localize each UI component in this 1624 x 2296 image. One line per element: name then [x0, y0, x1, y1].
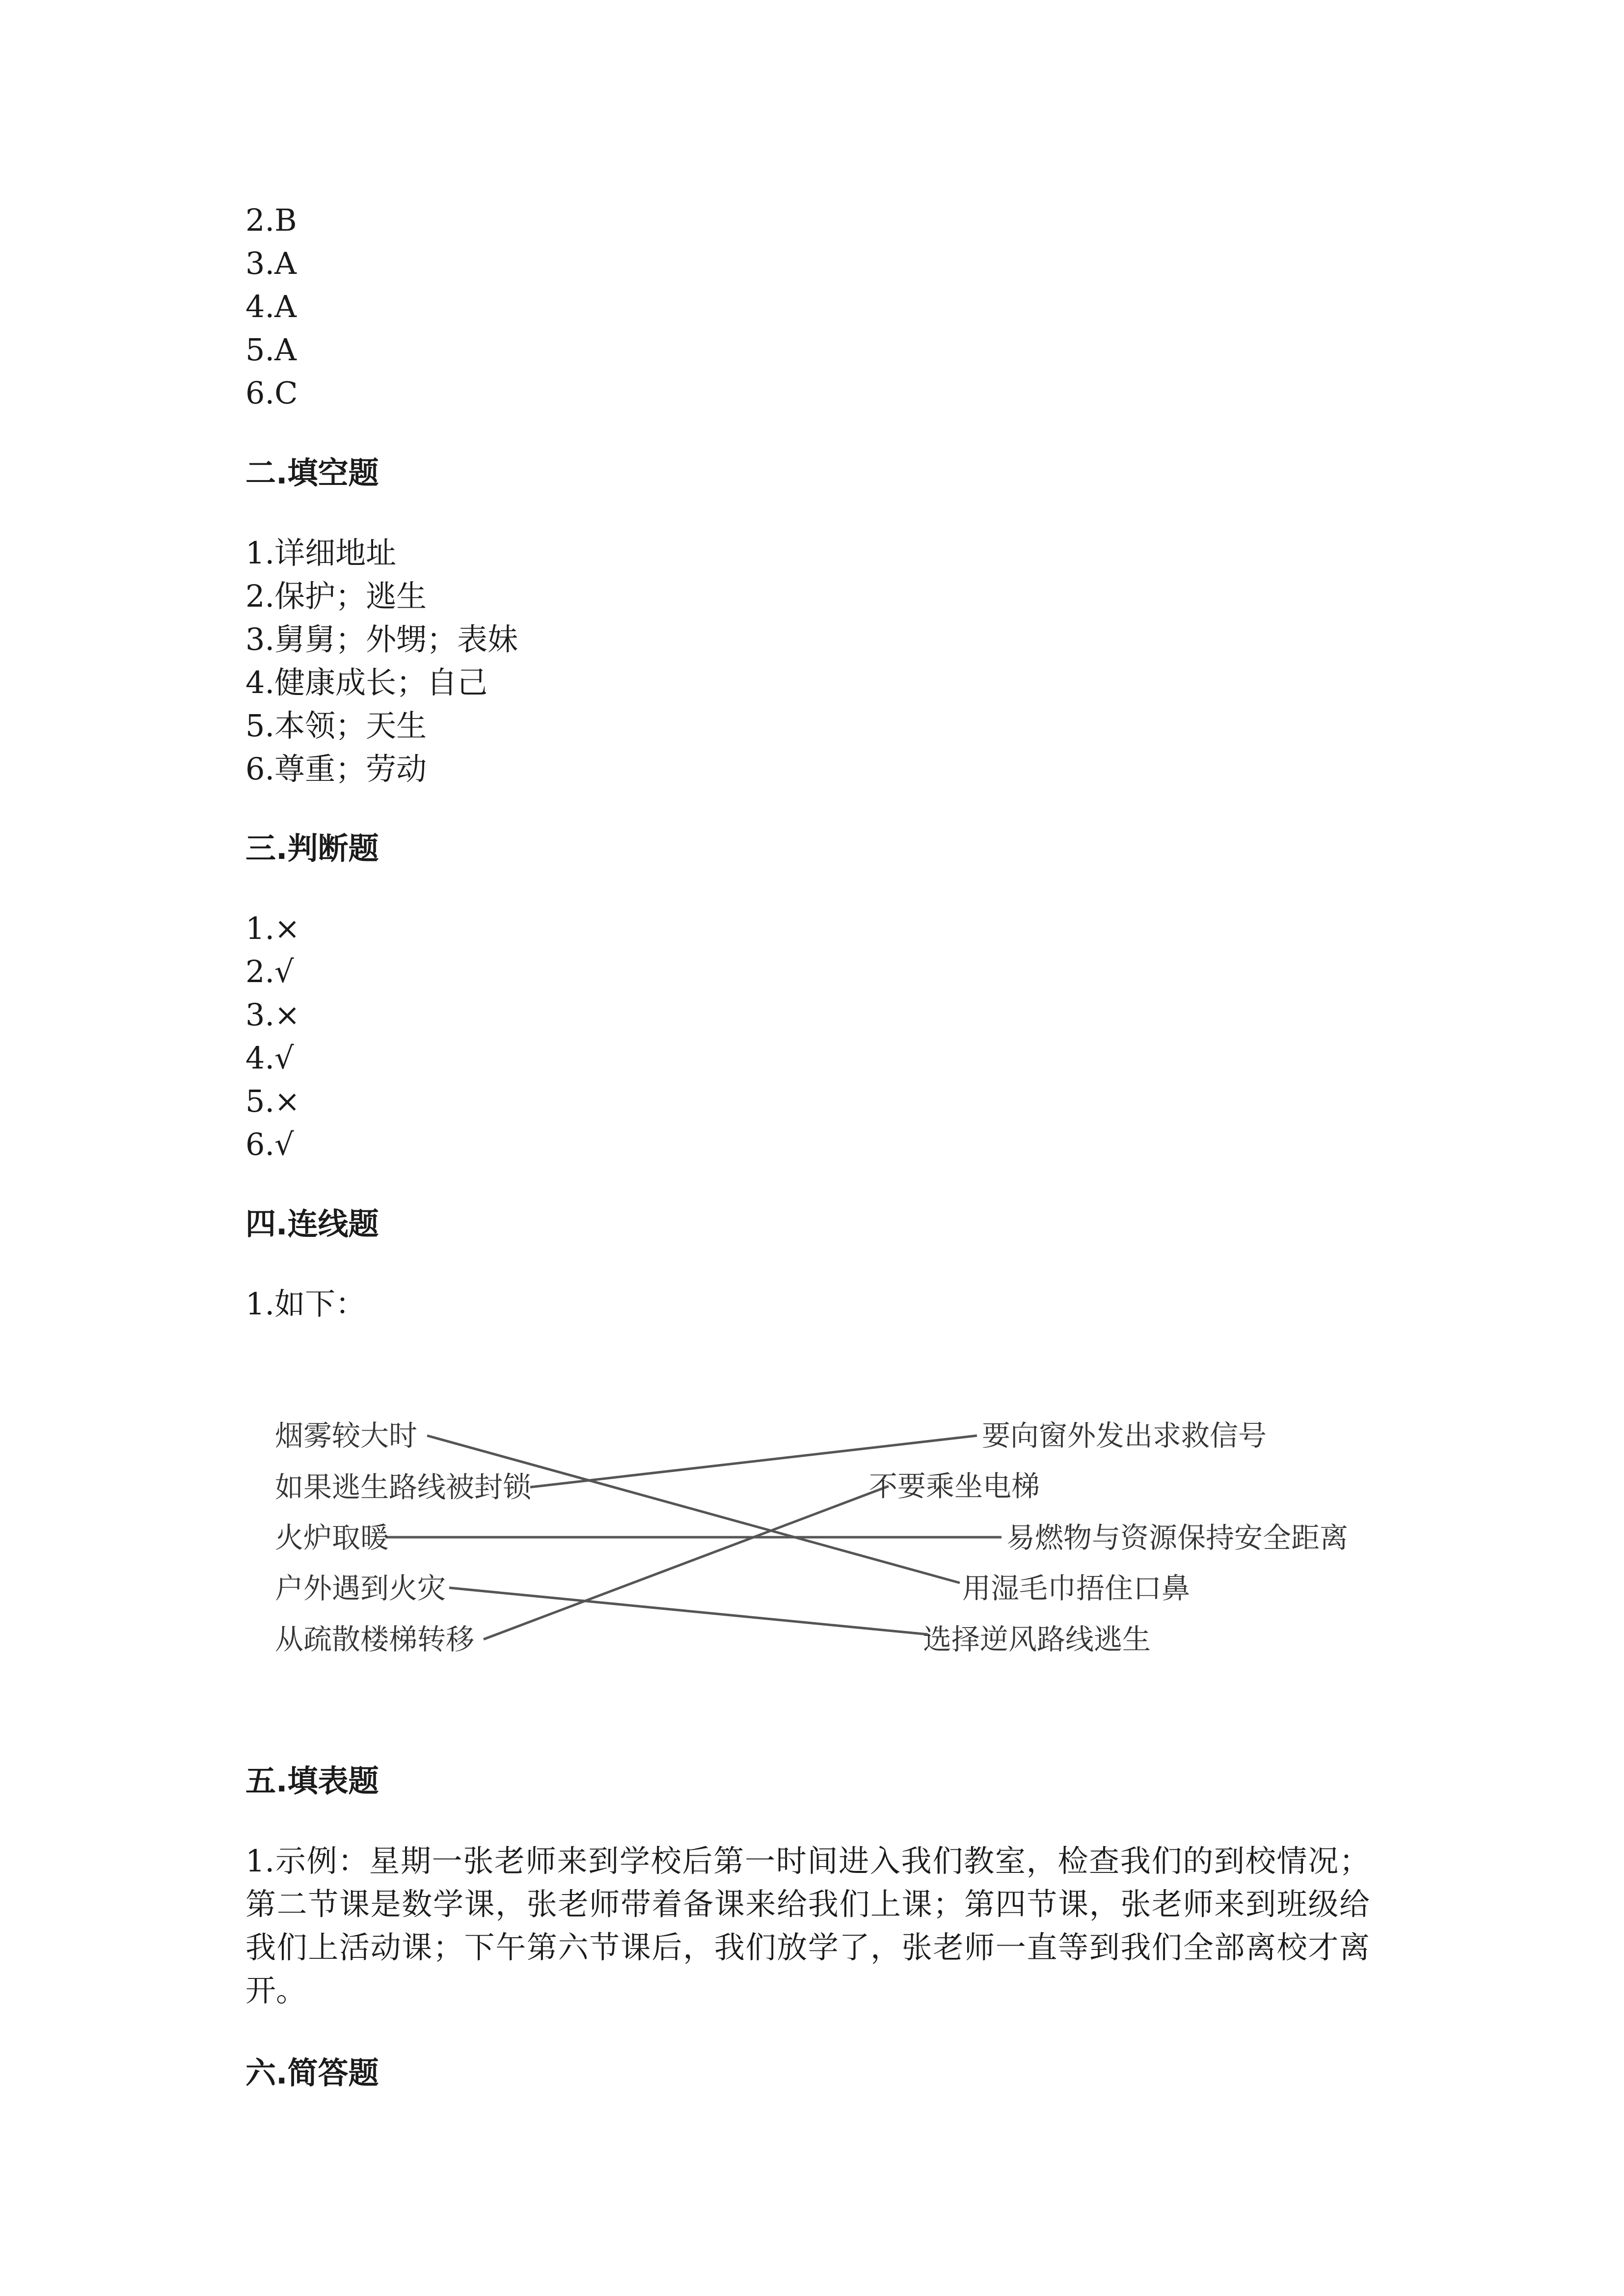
- choice-answer-6: 6.C: [245, 375, 298, 411]
- judge-answer-1: 1.×: [245, 910, 300, 946]
- fill-answer-6: 6.尊重；劳动: [245, 751, 427, 787]
- right-item-5: 选择逆风路线逃生: [923, 1623, 1151, 1656]
- section-heading-short-answer: 六.简答题: [245, 2055, 379, 2091]
- left-item-5: 从疏散楼梯转移: [275, 1623, 475, 1656]
- matching-diagram: [265, 1394, 1365, 1674]
- right-item-2: 不要乘坐电梯: [869, 1469, 1040, 1503]
- left-item-2: 如果逃生路线被封锁: [275, 1470, 532, 1504]
- fill-answer-2: 2.保护；逃生: [245, 578, 427, 614]
- fill-answer-3: 3.舅舅；外甥；表妹: [245, 621, 518, 657]
- right-item-1: 要向窗外发出求救信号: [982, 1419, 1267, 1452]
- matching-intro: 1.如下：: [245, 1286, 366, 1322]
- judge-answer-2: 2.√: [245, 954, 294, 989]
- section-heading-true-false: 三.判断题: [245, 830, 379, 866]
- choice-answer-5: 5.A: [245, 332, 297, 368]
- fill-answer-5: 5.本领；天生: [245, 708, 427, 744]
- line-outdoor-to-upwind: [449, 1588, 928, 1634]
- judge-answer-4: 4.√: [245, 1040, 294, 1076]
- judge-answer-3: 3.×: [245, 997, 300, 1033]
- judge-answer-5: 5.×: [245, 1083, 300, 1119]
- section-heading-fill-blank: 二.填空题: [245, 455, 379, 491]
- right-item-4: 用湿毛巾捂住口鼻: [962, 1572, 1191, 1605]
- left-item-4: 户外遇到火灾: [275, 1572, 446, 1605]
- choice-answer-3: 3.A: [245, 245, 297, 281]
- choice-answer-4: 4.A: [245, 289, 297, 324]
- fill-answer-1: 1.详细地址: [245, 535, 397, 571]
- choice-answer-2: 2.B: [245, 202, 297, 238]
- judge-answer-6: 6.√: [245, 1126, 294, 1162]
- left-item-1: 烟雾较大时: [275, 1419, 418, 1452]
- fill-answer-4: 4.健康成长；自己: [245, 665, 488, 700]
- right-item-3: 易燃物与资源保持安全距离: [1006, 1521, 1349, 1554]
- matching-lines: [385, 1436, 1001, 1639]
- line-stairs-to-elevator: [484, 1486, 889, 1639]
- table-answer-text: 1.示例：星期一张老师来到学校后第一时间进入我们教室，检查我们的到校情况；第二节课是数学课，张老师带着备课来给我们上课；第四节课，张老师来到班级给我们上活动课；下午第六节课后，我们放学了，张老师一直等到我们全部离校才离开。: [245, 1843, 1370, 2008]
- left-item-3: 火炉取暖: [275, 1521, 389, 1554]
- section-heading-table: 五.填表题: [245, 1763, 379, 1799]
- section-heading-matching: 四.连线题: [245, 1206, 379, 1242]
